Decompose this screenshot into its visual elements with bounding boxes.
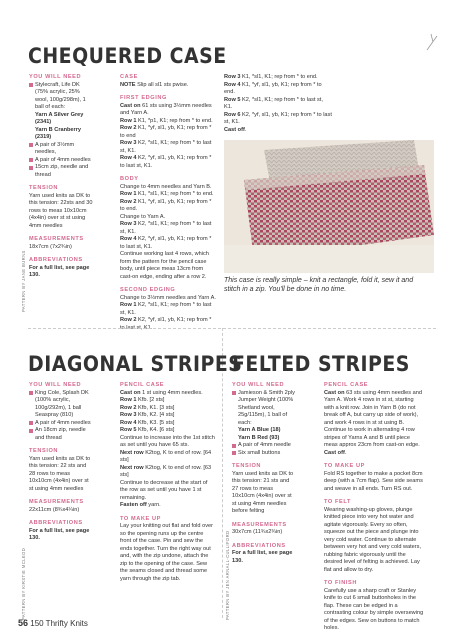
need-line: A pair of 4mm needles [35, 156, 91, 163]
chequered-first-edging-head: FIRST EDGING [120, 95, 167, 101]
need-item [29, 82, 93, 142]
chequered-note-label: NOTE [120, 81, 136, 88]
pattern-row: Row 5 K2, *sl1, K1; rep from * to last st, K1. [224, 96, 323, 110]
pattern-row: Row 1 K2, *sl1, K1; rep from * to last st, K1. [120, 302, 212, 316]
chequered-col3-rows [224, 74, 332, 134]
bullet-square-icon [29, 166, 33, 170]
need-item [29, 427, 93, 442]
diagonal-case-rows [120, 390, 216, 510]
felted-tension-head: TENSION [232, 463, 262, 469]
bullet-square-icon [29, 421, 33, 425]
pattern-row: Cast on 1 st using 4mm needles. [120, 389, 203, 396]
pattern-row: Fasten off yarn. [120, 502, 161, 508]
pattern-row: Row 1 K1, *p1, K1; rep from * to end. [120, 117, 213, 124]
bullet-square-icon [232, 391, 236, 395]
diagonal-abbr-head: ABBREVIATIONS [29, 520, 83, 526]
diagonal-makeup-head: TO MAKE UP [120, 515, 162, 522]
pattern-row: Row 4 K1, *yf, sl1, yb, K1; rep from * to end. [224, 81, 322, 95]
chequered-first-edging [120, 103, 216, 171]
pattern-row: Row 2 K1, *yf, sl1, yb, K1; rep from * to end [120, 125, 212, 139]
pattern-row: Row 3 K1, *sl1, K1; rep from * to end. [224, 74, 318, 80]
need-line: Yarn B Cranberry (2319) [35, 126, 82, 140]
need-line: Yarn A Silver Grey (2341) [35, 111, 84, 125]
chequered-credit: PATTERN BY JANE BURNS [21, 250, 26, 312]
bullet-square-icon [29, 143, 33, 147]
pattern-row: Row 2 Kfb, K1. [3 sts] [120, 404, 175, 411]
need-line: A pair of 4mm needles [35, 419, 91, 426]
felted-need-head: YOU WILL NEED [232, 382, 285, 388]
felted-need-list [232, 390, 296, 458]
chequered-abbr-head: ABBREVIATIONS [29, 257, 83, 263]
pencil-case-illustration [224, 140, 434, 273]
need-item [29, 142, 93, 157]
chequered-title: CHEQUERED CASE [28, 44, 227, 68]
felted-felt-head: TO FELT [324, 499, 351, 505]
need-item [232, 450, 296, 458]
chequered-body [120, 184, 216, 282]
felted-finish-head: TO FINISH [324, 580, 357, 586]
need-line: Stylecraft, Life DK (75% acrylic, 25% wool, 100g/298m), 1 ball of each: [35, 81, 86, 110]
felted-makeup-head: TO MAKE UP [324, 463, 366, 469]
pattern-row: Continue working last 4 rows, which form the pattern for the pencil case body, until piece meas 13cm from cast-on edge, ending after a row 2. [120, 251, 209, 280]
felted-title: FELTED STRIPES [232, 352, 410, 376]
chequered-tension-head: TENSION [29, 185, 59, 191]
need-line: Yarn B Red (93) [238, 434, 280, 441]
felted-meas-head: MEASUREMENTS [232, 521, 287, 528]
felted-meas-text: 30x7cm (11¾x2¾in) [232, 529, 283, 535]
need-line: An 18cm zip, needle and thread [35, 427, 86, 441]
chequered-case-head: CASE [120, 74, 138, 80]
diagonal-need-column [29, 382, 93, 543]
diagonal-title: DIAGONAL STRIPES [28, 352, 243, 376]
pattern-row: Row 4 K2, *yf, sl1, yb, K1; rep from * to last st, K1. [120, 155, 212, 169]
need-line: Six small buttons [238, 449, 281, 456]
pattern-row: Row 6 K2, *yf, sl1, yb, K1; rep from * to last st, K1. [224, 111, 332, 125]
felted-case-head: PENCIL CASE [324, 382, 369, 388]
pattern-row: Next row K2tog, K to end of row. [63 sts] [120, 464, 212, 478]
magazine-name: 150 Thrifty Knits [30, 619, 88, 628]
diagonal-meas-text: 22x11cm (8¾x4¼in) [29, 506, 80, 513]
need-line: 15cm zip, needle and thread [35, 164, 89, 178]
diagonal-tension-text: Yarn used knits as DK to this tension: 22 sts and 28 rows to meas 10x10cm (4x4in) over st st using 4mm needles [29, 455, 91, 492]
chequered-meas-head: MEASUREMENTS [29, 236, 84, 242]
page-number: 56 [18, 618, 29, 628]
pattern-row: Cast off. [224, 126, 247, 133]
pencil-case-photo [224, 140, 434, 273]
pattern-row: Cast on 61 sts using 3½mm needles and Yarn A. [120, 102, 212, 116]
felted-finish-text: Carefully use a sharp craft or Stanley knife to cut 6 small buttonholes in the flap. These can be edged in a contrasting colour by simple oversewing of the edges. Sew on buttons to match holes. [324, 587, 424, 631]
chequered-body-head: BODY [120, 176, 139, 182]
pattern-row: Row 1 Kfb. [2 sts] [120, 397, 165, 403]
diagonal-tension-head: TENSION [29, 448, 59, 454]
diagonal-meas-head: MEASUREMENTS [29, 499, 84, 505]
need-line: Jamieson & Smith 2ply Jumper Weight (100% Shetland wool, 25g/115m), 1 ball of each: [238, 389, 295, 426]
pattern-row: Row 4 Kfb, K3. [5 sts] [120, 419, 175, 426]
chequered-second-edging-head: SECOND EDGING [120, 287, 176, 293]
felted-felt-text: Wearing washing-up gloves, plunge knitted piece into very hot water and agitate vigorously. Every so often, squeeze out the piece and plunge into very cold water. Continue to alternate between very hot and very cold waters, rubbing fabric vigorously until the desired level of felting is achieved. Lay flat and allow to dry. [324, 506, 422, 573]
need-item [232, 442, 296, 450]
felted-case-column: PENCIL CASE Cast on 63 sts using 4mm needles and Yarn A. Work 4 rows in st st, starting with a knit row. Join in Yarn B (do not break off A, but carry up side of work), and work 4 rows in st st using B. Continue to work in alternating 4 row stripes of Yarns A and B until piece meas approx 23cm from cast-on edge. Cast off. TO MAKE UP Fold RS together to make a pocket 8cm deep (with a 7cm flap). Sew side seams and weave in all ends. Turn RS out. TO FELT Wearing washing-up gloves, plunge knitted piece into very hot water and agitate vigorously. Every so often, squeeze out the piece and plunge into very cold water. Continue to alternate between very hot and very cold waters, rubbing fabric vigorously until the desired level of felting is achieved. Lay flat and allow to dry. TO FINISH Carefully use a sharp craft or Stanley knife to cut 6 small buttonholes in the flap. These can be edged in a contrasting colour by simple oversewing of the edges. Sew on buttons to match holes. [324, 382, 424, 631]
diagonal-case-head: PENCIL CASE [120, 382, 165, 388]
pattern-row: Row 3 K2, *sl1, K1; rep from * to last st, K1. [120, 140, 212, 154]
felted-case-end: Cast off [324, 449, 345, 456]
chequered-meas-text: 18x7cm (7x2¾in) [29, 243, 72, 250]
bullet-square-icon [29, 391, 33, 395]
chequered-caption: This case is really simple – knit a rectangle, fold it, sew it and stitch in a zip. You'll be done in no time. [224, 277, 414, 293]
pattern-row: Row 2 K2, *yf, sl1, yb, K1; rep from * to last st, K1. [120, 317, 212, 331]
chequered-second-edging [120, 295, 216, 333]
felted-case-text: 63 sts using 4mm needles and Yarn A. Work 4 rows in st st, starting with a knit row. Join in Yarn B (do not break off A, but carry up side of work), and work 4 rows in st st using B. Continue to work in alternating 4 row stripes of Yarns A and B until piece meas approx 23cm from cast-on edge. [324, 389, 422, 448]
chequered-need-list [29, 82, 93, 180]
pattern-row: Change to 4mm needles and Yarn B. [120, 183, 212, 190]
pattern-row: Row 2 K1, *yf, sl1, yb, K1; rep from * to end. [120, 198, 212, 212]
need-line: A pair of 4mm needle [238, 442, 291, 448]
pattern-row: Row 4 K2, *yf, sl1, yb, K1; rep from * to last st, K1. [120, 236, 212, 250]
page-footer [18, 618, 88, 628]
diagonal-makeup-text: Lay your knitting out flat and fold over so the opening runs up the centre front of the case. Pin and sew the ends together. Turn the right way out and, with the zip undone, attach the zip to the opening of the case. Sew the seams closed and thread some yarn through the zip tab. [120, 523, 213, 582]
felted-need-column [232, 382, 296, 565]
pattern-row: Row 3 Kfb, K2. [4 sts] [120, 412, 175, 418]
pattern-row: Change to Yarn A. [120, 213, 166, 220]
diagonal-credit: PATTERN BY KIRSTIE MCLEOD [21, 547, 26, 620]
need-item [29, 164, 93, 179]
pattern-row: Row 5 Kfb, K4. [6 sts] [120, 427, 175, 433]
chequered-need-head: YOU WILL NEED [29, 74, 82, 80]
pattern-row: Next row K2tog, K to end of row. [64 sts] [120, 449, 212, 463]
pattern-row: Row 3 K2, *sl1, K1; rep from * to last st, K1. [120, 221, 212, 235]
chequered-tension-text: Yarn used knits as DK to this tension: 22sts and 30 rows to meas 10x10cm (4x4in) over st st using 4mm needles [29, 192, 93, 229]
felted-tension-text: Yarn used knits as DK to this tension: 21 sts and 27 rows to meas 10x10cm (4x4in) over st st using 4mm needles before felting [232, 470, 294, 514]
need-item [232, 390, 296, 443]
need-line: A pair of 3½mm needles, [35, 141, 75, 155]
felted-credit: PATTERN BY JEN ARNALL-CULLIFORD [225, 530, 230, 620]
scissors-icon [423, 32, 441, 52]
bullet-square-icon [29, 429, 33, 433]
chequered-case-column [120, 74, 216, 332]
diagonal-need-head: YOU WILL NEED [29, 382, 82, 388]
chequered-need-column [29, 74, 93, 280]
bullet-square-icon [29, 83, 33, 87]
pattern-row: Change to 3½mm needles and Yarn A. [120, 294, 216, 301]
need-item [29, 390, 93, 420]
felted-makeup-text: Fold RS together to make a pocket 8cm deep (with a 7cm flap). Sew side seams and weave in all ends. Turn RS out. [324, 470, 423, 492]
felted-abbr-head: ABBREVIATIONS [232, 542, 286, 549]
bullet-square-icon [232, 444, 236, 448]
chequered-abbr-text: For a full list, see page 130. [29, 264, 90, 278]
diagonal-abbr-text: For a full list, see page 130. [29, 527, 90, 541]
bullet-square-icon [232, 451, 236, 455]
pattern-row: Continue to increase into the 1st stitch as set until you have 65 sts. [120, 434, 215, 448]
felted-case-bold: Cast on [324, 389, 345, 396]
diagonal-need-list [29, 390, 93, 443]
need-item [29, 157, 93, 165]
felted-abbr-text: For a full list, see page 130. [232, 550, 293, 564]
need-line: Yarn A Blue (18) [238, 427, 281, 433]
pattern-row: Continue to decrease at the start of the row as set until you have 1 st remaining. [120, 479, 208, 501]
diagonal-case-column [120, 382, 216, 583]
pattern-row: Row 1 K1, *sl1, K1; rep from * to end. [120, 191, 214, 197]
chequered-note: Slip all sl1 sts pwise. [137, 81, 189, 88]
divider-horizontal [28, 328, 436, 329]
need-item [29, 420, 93, 428]
bullet-square-icon [29, 158, 33, 162]
need-line: King Cole, Splash DK (100% acrylic, 100g/292m), 1 ball Seaspray (810) [35, 389, 89, 418]
